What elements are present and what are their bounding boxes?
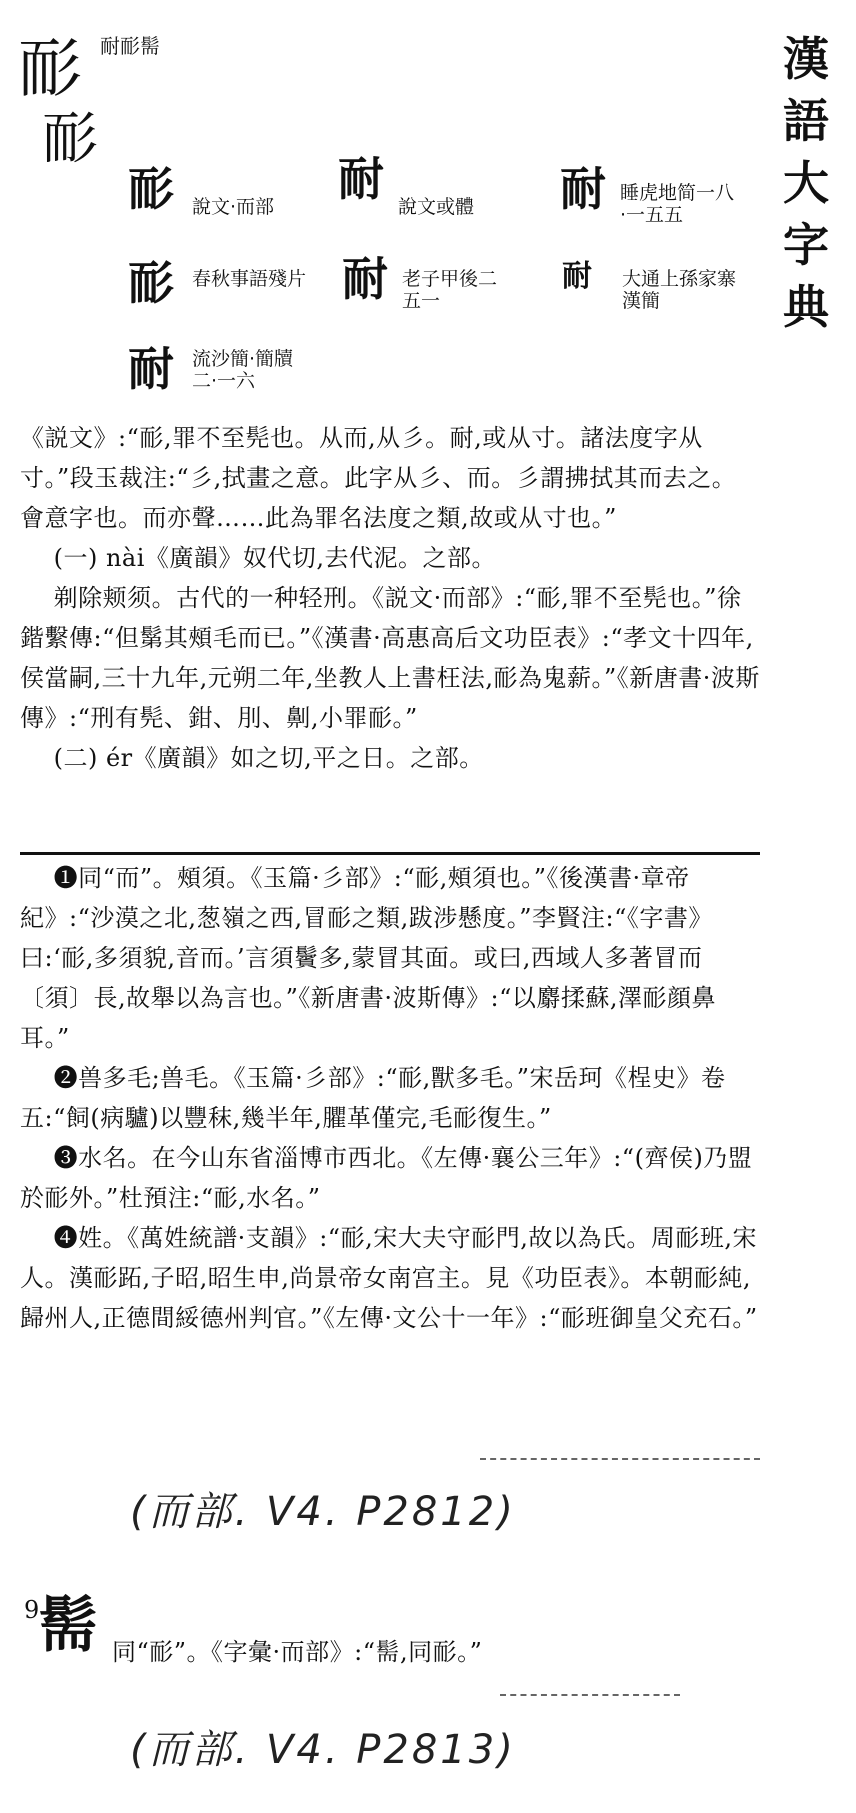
title-char: 典 (783, 280, 829, 334)
section-divider (20, 852, 760, 855)
stroke-count: 9 (24, 1596, 40, 1624)
sense-4: ❹姓。《萬姓統譜·支韻》:“耏,宋大夫守耏門,故以為氏。周耏班,宋人。漢耏跖,子昭,昭生申,尚景帝女南宫主。見《功臣表》。本朝耏純,歸州人,正德間綏德州判官。”《左傳·文公十一年》:“耏班御皇父充石。” (20, 1224, 758, 1332)
form-label: 春秋事語殘片 (192, 268, 307, 290)
sense-1: ❶同“而”。頰須。《玉篇·彡部》:“耏,頰須也。”《後漢書·章帝紀》:“沙漠之北,葱嶺之西,冒耏之類,跋涉懸度。”李賢注:“《字書》曰:‘耏,多須貌,音而。’言須鬢多,蒙冒其面。或曰,西域人多著冒而〔須〕長,故舉以為言也。”《新唐書·波斯傳》:“以麝揉蘇,澤耏顔鼻耳。” (20, 864, 717, 1052)
sense-3: ❸水名。在今山东省淄博市西北。《左傳·襄公三年》:“(齊侯)乃盟於耏外。”杜預注:“耏,水名。” (20, 1144, 753, 1212)
reading-one-definition: 剃除颊须。古代的一种轻刑。《説文·而部》:“耏,罪不至髡也。”徐鍇繫傳:“但鬀其頰毛而已。”《漢書·高惠高后文功臣表》:“孝文十四年,侯當嗣,三十九年,元朔二年,坐教人上書枉法,耏為鬼薪。”《新唐書·波斯傳》:“刑有髡、鉗、刖、劓,小罪耏。” (20, 584, 760, 732)
form-glyph: 耏 (128, 162, 174, 216)
sense-2: ❷兽多毛;兽毛。《玉篇·彡部》:“耏,獸多毛。”宋岳珂《桯史》卷五:“飼(病驢)以豐秣,幾半年,臞革僅完,毛耏復生。” (20, 1064, 726, 1132)
title-char: 大 (783, 156, 829, 210)
variant-forms: 耐耏髵 (100, 34, 160, 58)
form-glyph: 耐 (128, 342, 174, 396)
headword: 耏 (18, 33, 82, 107)
entry-two-headword: 髵 (38, 1591, 98, 1661)
form-label: 流沙簡·簡牘二·一六 (192, 348, 294, 392)
form-label: 大通上孫家寨漢簡 (622, 268, 737, 312)
entry-body (20, 418, 760, 778)
reading-one: (一) nài《廣韻》奴代切,去代泥。之部。 (53, 544, 497, 572)
reading-two: (二) ér《廣韻》如之切,平之日。之部。 (53, 744, 484, 772)
form-label: 老子甲後二五一 (402, 268, 498, 312)
form-label: 說文·而部 (192, 196, 275, 218)
book-title-vertical (778, 28, 834, 338)
form-label: 睡虎地简一八·一五五 (620, 182, 735, 226)
handwritten-reference-2: (而部. V4. P2813) (130, 1727, 516, 1773)
title-char: 語 (783, 94, 829, 148)
form-label: 說文或體 (398, 196, 475, 218)
entry-two-rule (500, 1694, 680, 1696)
entry-end-rule (480, 1458, 760, 1460)
intro-paragraph: 《説文》:“耏,罪不至髡也。从而,从彡。耐,或从寸。諸法度字从寸。”段玉裁注:“彡,拭畫之意。此字从彡、而。彡謂拂拭其而去之。會意字也。而亦聲……此為罪名法度之類,故或从寸也。” (20, 424, 737, 532)
form-glyph: 耐 (338, 152, 384, 206)
sense-list (20, 858, 760, 1338)
form-glyph: 耐 (342, 252, 388, 306)
handwritten-reference: (而部. V4. P2812) (130, 1489, 516, 1535)
form-glyph: 耐 (560, 162, 606, 216)
title-char: 字 (783, 218, 829, 272)
entry-two-text: 同“耏”。《字彙·而部》:“髵,同耏。” (112, 1638, 483, 1666)
title-char: 漢 (783, 32, 829, 86)
form-glyph: 耐 (562, 259, 592, 294)
seal-script-char: 耏 (42, 107, 98, 172)
form-glyph: 耏 (128, 256, 174, 310)
